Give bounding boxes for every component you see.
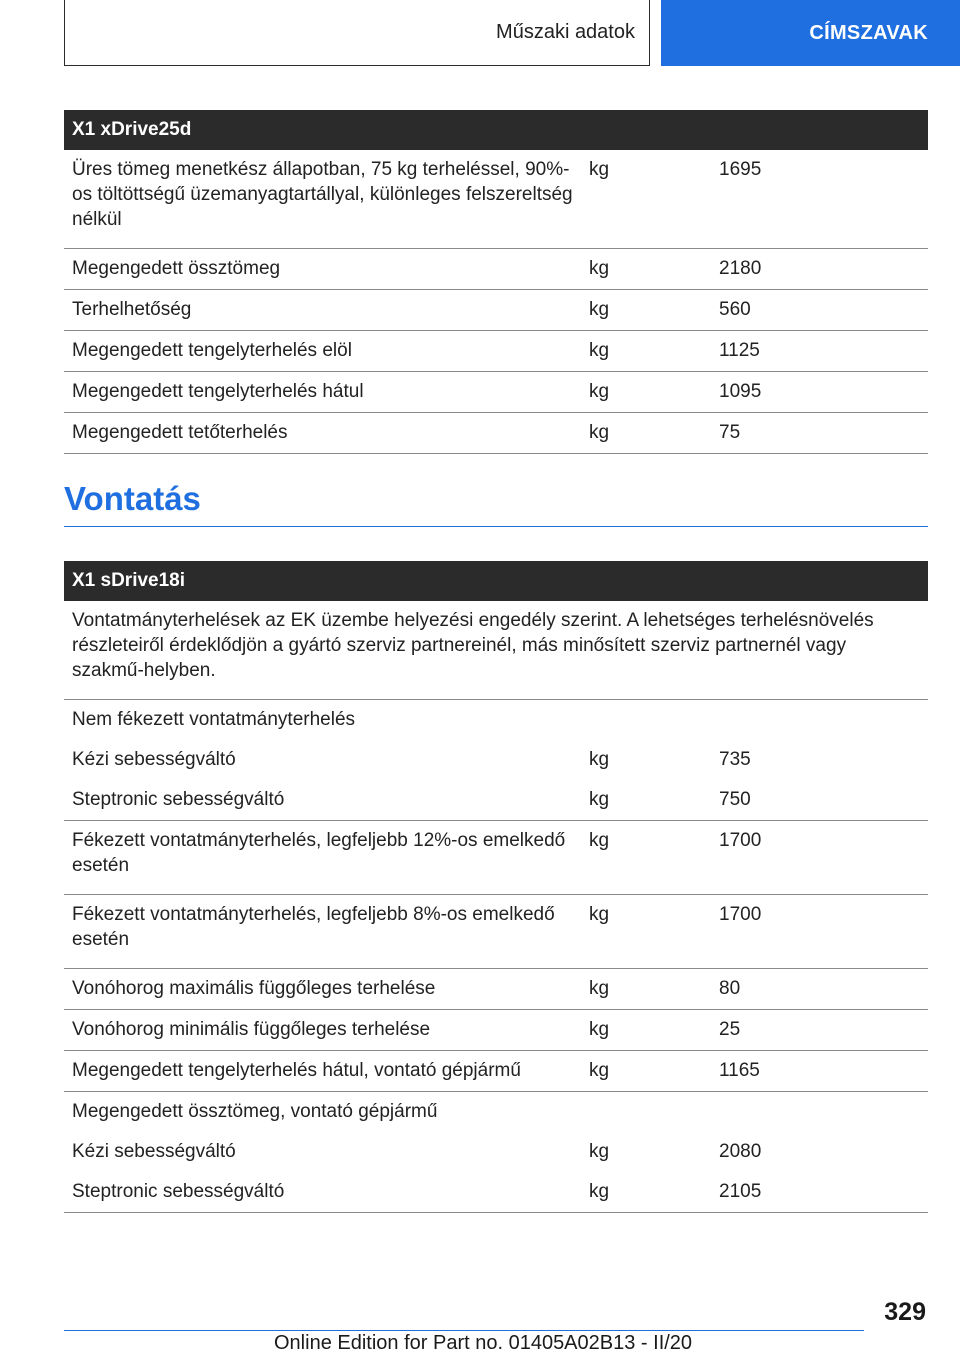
- table-row: [64, 1172, 928, 1213]
- table-row: [64, 372, 928, 413]
- section-title: Vontatás: [64, 480, 928, 527]
- row-value: 1095: [719, 381, 762, 402]
- footer-edition: Online Edition for Part no. 01405A02B13 - II/20: [274, 1332, 693, 1354]
- row-unit: kg: [589, 159, 610, 180]
- row-unit: kg: [589, 830, 610, 851]
- towing-table: [64, 561, 928, 1213]
- index-tab[interactable]: [661, 0, 960, 66]
- row-label: Terhelhetőség: [72, 299, 192, 320]
- table-row: [64, 1132, 928, 1172]
- row-unit: kg: [589, 340, 610, 361]
- row-label: Fékezett vontatmányterhelés, legfeljebb 8%-os emelkedő esetén: [72, 904, 555, 950]
- row-label: Kézi sebességváltó: [72, 749, 236, 770]
- row-value: 1165: [719, 1060, 760, 1081]
- row-value: 1695: [719, 159, 762, 180]
- group-label: Megengedett össztömeg, vontató gépjármű: [72, 1101, 438, 1122]
- row-value: 735: [719, 749, 751, 770]
- row-label: Steptronic sebességváltó: [72, 1181, 285, 1202]
- weights-table: [64, 110, 928, 454]
- row-unit: kg: [589, 381, 610, 402]
- row-label: Megengedett össztömeg: [72, 258, 281, 279]
- row-label: Megengedett tetőterhelés: [72, 422, 288, 443]
- row-label: Kézi sebességváltó: [72, 1141, 236, 1162]
- page-number: 329: [884, 1298, 926, 1326]
- table-row: [64, 290, 928, 331]
- row-label: Fékezett vontatmányterhelés, legfeljebb 12%-os emelkedő esetén: [72, 830, 566, 876]
- table-row: [64, 249, 928, 290]
- section-label: Műszaki adatok: [496, 21, 635, 43]
- row-unit: kg: [589, 1019, 610, 1040]
- table-row: [64, 413, 928, 454]
- row-unit: kg: [589, 1141, 610, 1162]
- row-value: 2180: [719, 258, 762, 279]
- row-value: 1125: [719, 340, 760, 361]
- table-row: [64, 895, 928, 969]
- table-intro: Vontatmányterhelések az EK üzembe helyezési engedély szerint. A lehetséges terhelésnövelés részleteiről érdeklődjön a gyártó szerviz partnereinél, más minősített szerviz partnernél vagy szakmű-helyben.: [72, 610, 874, 681]
- table-row: [64, 1051, 928, 1092]
- row-unit: kg: [589, 749, 610, 770]
- table-row: [64, 331, 928, 372]
- table-row: [64, 821, 928, 895]
- table-group-label-row: [64, 1092, 928, 1132]
- row-unit: kg: [589, 1060, 610, 1081]
- row-label: Megengedett tengelyterhelés hátul, vontató gépjármű: [72, 1060, 521, 1081]
- row-value: 1700: [719, 830, 762, 851]
- row-value: 75: [719, 422, 741, 443]
- row-label: Vonóhorog minimális függőleges terhelése: [72, 1019, 431, 1040]
- row-label: Megengedett tengelyterhelés hátul: [72, 381, 364, 402]
- row-unit: kg: [589, 422, 610, 443]
- table-title: X1 xDrive25d: [64, 110, 928, 150]
- row-unit: kg: [589, 258, 610, 279]
- row-value: 2105: [719, 1181, 762, 1202]
- table-row: [64, 150, 928, 249]
- row-unit: kg: [589, 978, 610, 999]
- table-row: [64, 740, 928, 780]
- row-unit: kg: [589, 904, 610, 925]
- table-group-label-row: [64, 700, 928, 740]
- group-label: Nem fékezett vontatmányterhelés: [72, 709, 356, 730]
- row-value: 80: [719, 978, 741, 999]
- row-label: Üres tömeg menetkész állapotban, 75 kg terheléssel, 90%-os töltöttségű üzemanyagtartállyal, különleges felszereltség nélkül: [72, 159, 573, 230]
- row-unit: kg: [589, 299, 610, 320]
- table-intro-row: [64, 601, 928, 700]
- row-value: 750: [719, 789, 751, 810]
- table-row: [64, 780, 928, 821]
- row-value: 1700: [719, 904, 762, 925]
- table-row: [64, 1010, 928, 1051]
- table-row: [64, 969, 928, 1010]
- row-value: 25: [719, 1019, 741, 1040]
- index-tab-label: CÍMSZAVAK: [809, 21, 928, 44]
- table-title: X1 sDrive18i: [64, 561, 928, 601]
- row-label: Steptronic sebességváltó: [72, 789, 285, 810]
- footer-divider: [64, 1330, 864, 1331]
- row-value: 2080: [719, 1141, 762, 1162]
- row-label: Vonóhorog maximális függőleges terhelése: [72, 978, 436, 999]
- section-header: [64, 0, 650, 66]
- row-unit: kg: [589, 1181, 610, 1202]
- row-value: 560: [719, 299, 751, 320]
- row-unit: kg: [589, 789, 610, 810]
- row-label: Megengedett tengelyterhelés elöl: [72, 340, 352, 361]
